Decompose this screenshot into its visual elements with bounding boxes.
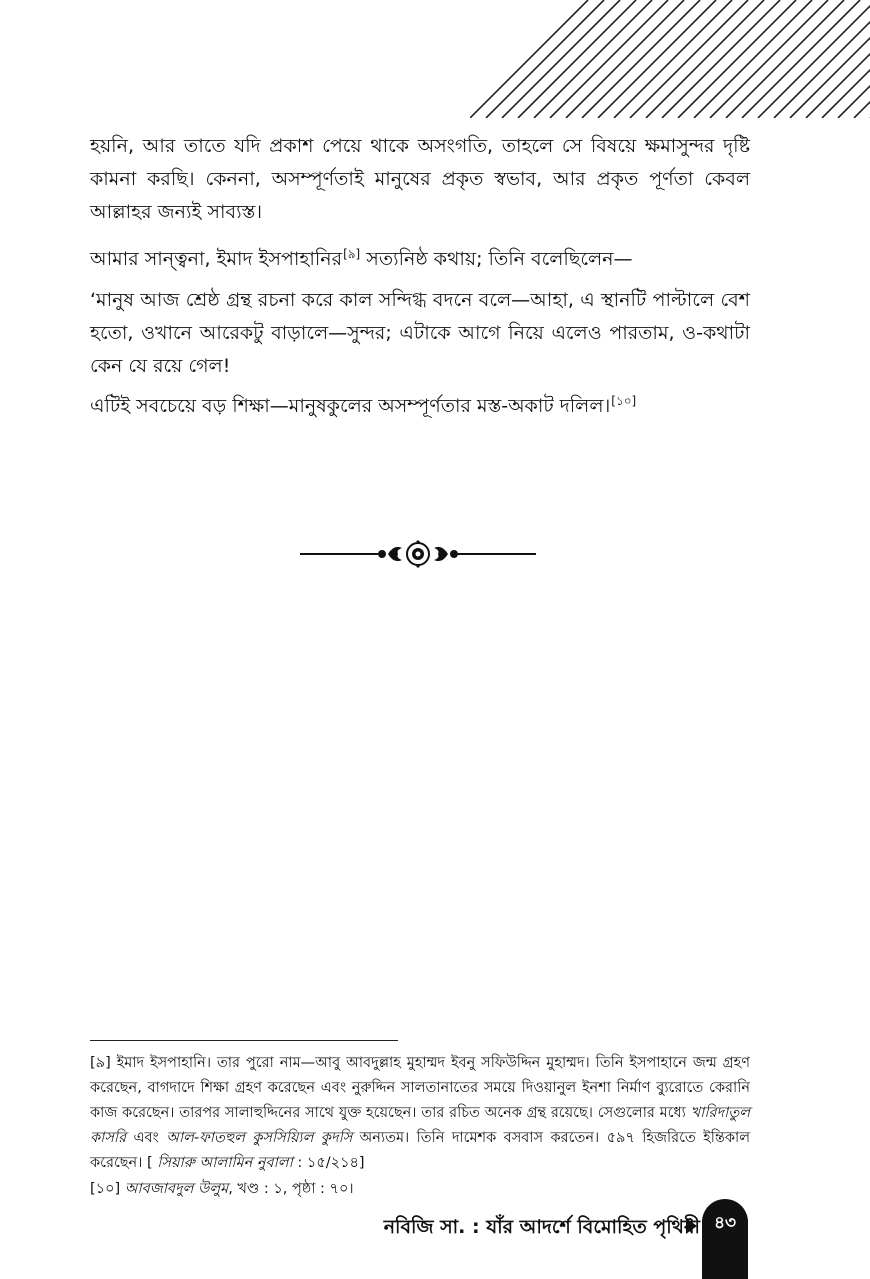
hatch-line	[518, 0, 636, 118]
footnote-9-text: ইমাদ ইসপাহানি। তার পুরো নাম—আবু আবদুল্লাহ মুহাম্মদ ইবনু সফিউদ্দিন মুহাম্মদ। তিনি ইসপাহানে জন্ম গ্রহণ করেছেন, বাগদাদে শিক্ষা গ্রহণ করেছেন এবং নুরুদ্দিন সালতানাতের সময়ে দিওয়ানুল ইনশা নির্মাণ ব্যুরোতে কেরানি কাজ করেছেন। তারপর সালাহুদ্দিনের সাথে যুক্ত হয়েছেন। তার রচিত অনেক গ্রন্থ রয়েছে। সেগুলোর মধ্যে	[90, 1055, 750, 1121]
hatch-line	[726, 0, 844, 118]
page-number: ৪৩	[713, 1213, 737, 1233]
triangle-right-icon	[686, 1218, 697, 1234]
footnote-9-conjunction: এবং	[126, 1130, 167, 1146]
hatch-line	[694, 0, 812, 118]
hatch-line	[646, 0, 764, 118]
hatch-line	[534, 0, 652, 118]
hatch-line	[630, 0, 748, 118]
footnote-ref-9[interactable]: [৯]	[343, 246, 361, 261]
footnote-10-marker: [১০]	[90, 1181, 121, 1197]
paragraph-2-text: আমার সান্ত্বনা, ইমাদ ইসপাহানির	[90, 248, 343, 270]
running-footer-title: নবিজি সা. : যাঁর আদর্শে বিমোহিত পৃথিবী	[383, 1216, 700, 1238]
hatch-line	[662, 0, 780, 118]
floral-divider-icon	[300, 540, 536, 568]
footnote-9-citation: : ১৫/২১৪]	[292, 1155, 365, 1171]
hatch-line	[806, 0, 870, 118]
hatch-line	[582, 0, 700, 118]
hatch-line	[566, 0, 684, 118]
footnote-separator	[90, 1040, 398, 1041]
footnote-ref-10[interactable]: [১০]	[611, 393, 637, 408]
paragraph-2-continuation: সত্যনিষ্ঠ কথায়; তিনি বলেছিলেন—	[360, 248, 633, 270]
hatch-line	[470, 0, 588, 118]
footnote-10	[90, 1177, 750, 1202]
book-title-kharidatul-qasri: খারিদাতুল কাসরি	[90, 1105, 750, 1146]
hatch-line	[502, 0, 620, 118]
source-siyar-alam: সিয়ারু আলামিন নুবালা	[157, 1155, 293, 1171]
hatch-line	[614, 0, 732, 118]
hatch-line	[822, 0, 870, 118]
paragraph-4	[90, 390, 750, 423]
book-title-al-fathul-qussi: আল-ফাতহুল কুসসিয়্যিল কুদসি	[166, 1130, 353, 1146]
hatch-line	[550, 0, 668, 118]
quote-paragraph: ‘মানুষ আজ শ্রেষ্ঠ গ্রন্থ রচনা করে কাল সন্দিগ্ধ বদনে বলে—আহা, এ স্থানটি পাল্টালে বেশ হতো, ওখানে আরেকটু বাড়ালে—সুন্দর; এটাকে আগে নিয়ে এলেও পারতাম, ও-কথাটা কেন যে রয়ে গেল!	[90, 289, 750, 377]
corner-hatch-decoration	[470, 0, 870, 118]
footnote-9-text-continued: অন্যতম। তিনি দামেশক বসবাস করতেন। ৫৯৭ হিজরিতে ইন্তিকাল করেছেন। [	[90, 1130, 750, 1171]
hatch-line	[758, 0, 870, 118]
footnote-10-citation: , খণ্ড : ১, পৃষ্ঠা : ৭০।	[228, 1181, 354, 1197]
footnote-9-marker: [৯]	[90, 1055, 111, 1071]
paragraph-4-text: এটিই সবচেয়ে বড় শিক্ষা—মানুষকুলের অসম্পূর্ণতার মস্ত-অকাট দলিল।	[90, 395, 611, 417]
hatch-line	[710, 0, 828, 118]
footnote-9	[90, 1051, 750, 1176]
hatch-line	[678, 0, 796, 118]
paragraph-1: হয়নি, আর তাতে যদি প্রকাশ পেয়ে থাকে অসংগতি, তাহলে সে বিষয়ে ক্ষমাসুন্দর দৃষ্টি কামনা করছি। কেননা, অসম্পূর্ণতাই মানুষের প্রকৃত স্বভাব, আর প্রকৃত পূর্ণতা কেবল আল্লাহর জন্যই সাব্যস্ত।	[90, 135, 750, 223]
hatch-line	[486, 0, 604, 118]
paragraph-2	[90, 243, 750, 276]
source-abjadul-ulum: আবজাবদুল উলুম	[124, 1181, 229, 1197]
hatch-line	[598, 0, 716, 118]
hatch-line	[742, 0, 860, 118]
